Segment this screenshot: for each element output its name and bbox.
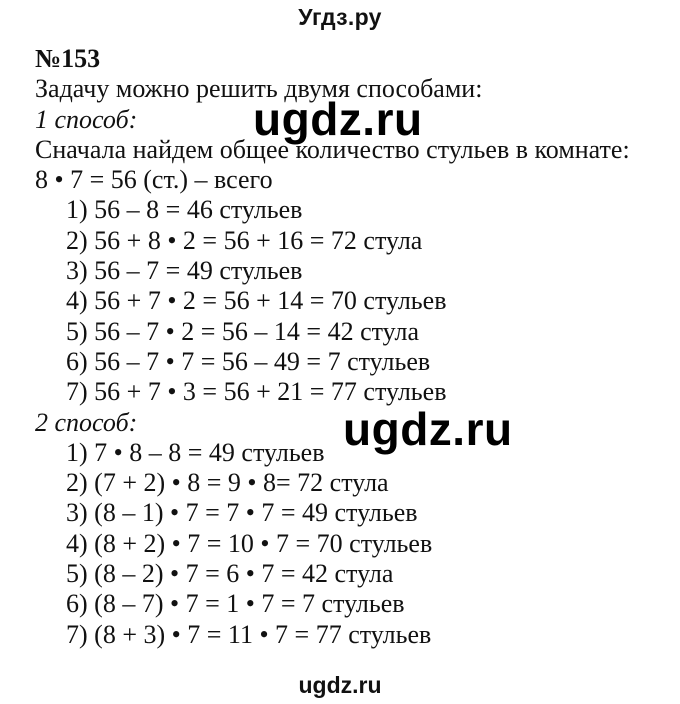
method-1-step: 2) 56 + 8 • 2 = 56 + 16 = 72 стула [66, 225, 423, 255]
method-1-step: 1) 56 – 8 = 46 стульев [66, 195, 303, 225]
method-1-title: 1 способ: [35, 104, 138, 134]
method-1-step: 4) 56 + 7 • 2 = 56 + 14 = 70 стульев [66, 286, 447, 316]
method-1-step: 6) 56 – 7 • 7 = 56 – 49 = 7 стульев [66, 346, 431, 376]
method-1-step: 7) 56 + 7 • 3 = 56 + 21 = 77 стульев [66, 377, 447, 407]
method-1-note: Сначала найдем общее количество стульев в комнате: [35, 134, 630, 164]
method-2-step: 7) (8 + 3) • 7 = 11 • 7 = 77 стульев [66, 619, 432, 649]
method-2-step: 3) (8 – 1) • 7 = 7 • 7 = 49 стульев [66, 498, 418, 528]
method-1-total: 8 • 7 = 56 (ст.) – всего [35, 165, 273, 195]
method-2-step: 5) (8 – 2) • 7 = 6 • 7 = 42 стула [66, 559, 394, 589]
method-2-step: 6) (8 – 7) • 7 = 1 • 7 = 7 стульев [66, 589, 405, 619]
method-2-step: 1) 7 • 8 – 8 = 49 стульев [66, 437, 325, 467]
task-number: №153 [35, 44, 101, 73]
task-intro: Задачу можно решить двумя способами: [35, 74, 483, 104]
method-1-step: 5) 56 – 7 • 2 = 56 – 14 = 42 стула [66, 316, 420, 346]
method-2-step: 2) (7 + 2) • 8 = 9 • 8= 72 стула [66, 468, 389, 498]
site-header-title: Угдз.ру [298, 4, 382, 30]
watermark: ugdz.ru [343, 403, 513, 455]
watermark: ugdz.ru [253, 93, 423, 145]
site-footer-url: ugdz.ru [298, 672, 382, 698]
method-2-title: 2 способ: [35, 407, 138, 437]
method-1-step: 3) 56 – 7 = 49 стульев [66, 256, 303, 286]
method-2-step: 4) (8 + 2) • 7 = 10 • 7 = 70 стульев [66, 528, 433, 558]
